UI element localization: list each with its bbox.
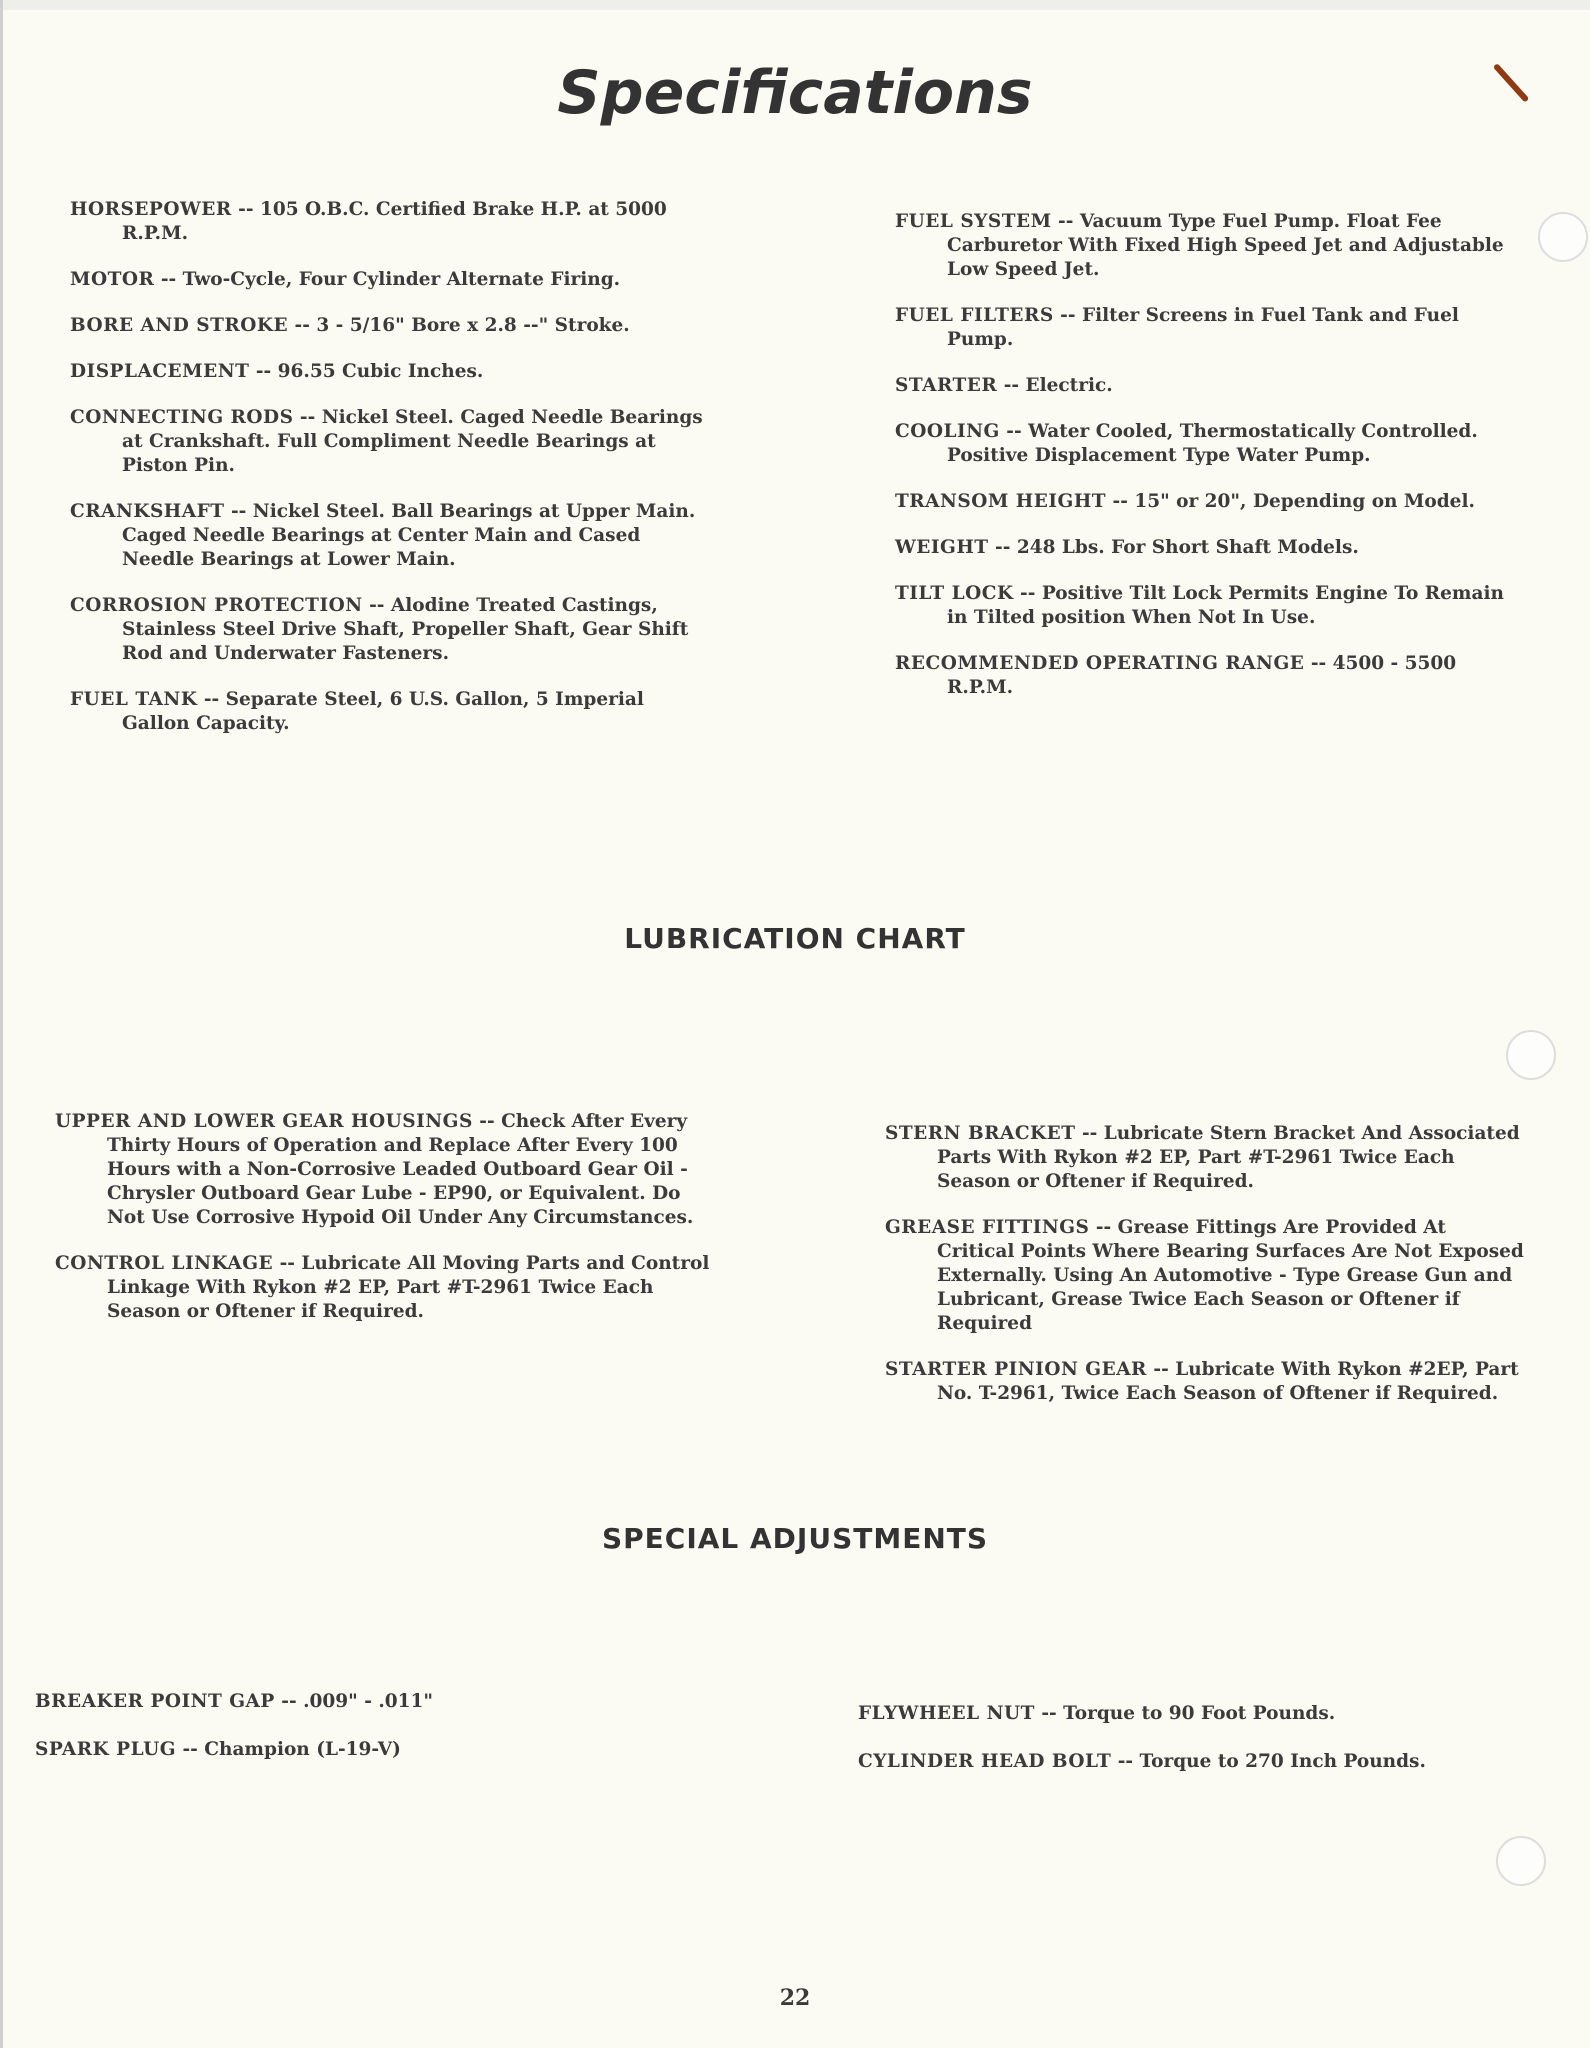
spec-label: DISPLACEMENT [70, 361, 250, 382]
lubrication-label: GREASE FITTINGS [885, 1217, 1090, 1238]
lubrication-item [885, 1358, 1525, 1406]
spec-label: FUEL FILTERS [895, 305, 1054, 326]
spec-label: CRANKSHAFT [70, 501, 225, 522]
lubrication-label: STARTER PINION GEAR [885, 1359, 1147, 1380]
spec-label: COOLING [895, 421, 1000, 442]
spec-label: HORSEPOWER [70, 199, 232, 220]
spec-text: -- Vacuum Type Fuel Pump. Float Fee Carburetor With Fixed High Speed Jet and Adjustable Low Speed Jet. [947, 211, 1504, 280]
spec-text: -- Filter Screens in Fuel Tank and Fuel Pump. [947, 305, 1459, 350]
lubrication-text: -- Lubricate All Moving Parts and Control Linkage With Rykon #2 EP, Part #T-2961 Twice Each Season or Oftener if Required. [107, 1253, 710, 1322]
spec-text: -- 3 - 5/16" Bore x 2.8 --" Stroke. [294, 315, 630, 336]
adjustment-text: -- Torque to 270 Inch Pounds. [1117, 1751, 1426, 1772]
spec-item [895, 210, 1525, 282]
spec-label: CORROSION PROTECTION [70, 595, 363, 616]
spec-label: STARTER [895, 375, 998, 396]
lubrication-text: -- Grease Fittings Are Provided At Critical Points Where Bearing Surfaces Are Not Exposed Externally. Using An Automotive - Type Grease Gun and Lubricant, Grease Twice Each Season or Oftener if Required [937, 1217, 1524, 1334]
spec-label: MOTOR [70, 269, 155, 290]
spec-text: -- 248 Lbs. For Short Shaft Models. [995, 537, 1359, 558]
spec-text: -- Nickel Steel. Caged Needle Bearings at Crankshaft. Full Compliment Needle Bearings at Piston Pin. [122, 407, 703, 476]
spec-label: WEIGHT [895, 537, 989, 558]
spec-text: -- Separate Steel, 6 U.S. Gallon, 5 Imperial Gallon Capacity. [122, 689, 644, 734]
spec-text: -- Two-Cycle, Four Cylinder Alternate Firing. [160, 269, 621, 290]
lubrication-left-column [55, 1110, 715, 1346]
lubrication-text: -- Lubricate Stern Bracket And Associated Parts With Rykon #2 EP, Part #T-2961 Twice Each Season or Oftener if Required. [937, 1123, 1520, 1192]
spec-text: -- 4500 - 5500 R.P.M. [947, 653, 1457, 698]
lubrication-label: STERN BRACKET [885, 1123, 1076, 1144]
punch-hole-top [1538, 212, 1588, 262]
adjustment-item [35, 1690, 715, 1714]
spec-label: RECOMMENDED OPERATING RANGE [895, 653, 1305, 674]
spec-item [70, 360, 710, 384]
specs-left-column [70, 198, 710, 758]
adjustment-label: BREAKER POINT GAP [35, 1691, 275, 1712]
spec-item [895, 304, 1525, 352]
spec-label: TRANSOM HEIGHT [895, 491, 1107, 512]
spec-text: -- 105 O.B.C. Certified Brake H.P. at 5000 R.P.M. [122, 199, 667, 244]
adjustment-label: SPARK PLUG [35, 1739, 177, 1760]
spec-item [895, 420, 1525, 468]
lubrication-right-column [885, 1122, 1525, 1428]
page-left-edge [0, 0, 3, 2048]
punch-hole-bottom [1496, 1836, 1546, 1886]
lubrication-label: UPPER AND LOWER GEAR HOUSINGS [55, 1111, 473, 1132]
spec-item [895, 652, 1525, 700]
adjustment-label: CYLINDER HEAD BOLT [858, 1751, 1112, 1772]
spec-item [895, 582, 1525, 630]
spec-text: -- Nickel Steel. Ball Bearings at Upper Main. Caged Needle Bearings at Center Main and Cased Needle Bearings at Lower Main. [122, 501, 696, 570]
lubrication-heading: LUBRICATION CHART [624, 922, 966, 955]
spec-label: BORE AND STROKE [70, 315, 289, 336]
spec-text: -- Electric. [1003, 375, 1113, 396]
adjustment-item [858, 1702, 1538, 1726]
adjustment-label: FLYWHEEL NUT [858, 1703, 1035, 1724]
page-top-edge [0, 0, 1590, 10]
page-title: Specifications [557, 58, 1033, 128]
spec-item [70, 500, 710, 572]
lubrication-item [885, 1216, 1525, 1336]
spec-label: FUEL TANK [70, 689, 198, 710]
adjustment-text: -- Torque to 90 Foot Pounds. [1041, 1703, 1336, 1724]
spec-label: FUEL SYSTEM [895, 211, 1052, 232]
lubrication-text: -- Lubricate With Rykon #2EP, Part No. T-2961, Twice Each Season of Oftener if Required. [937, 1359, 1519, 1404]
spec-item [895, 374, 1525, 398]
spec-label: TILT LOCK [895, 583, 1014, 604]
lubrication-item [885, 1122, 1525, 1194]
punch-hole-middle [1506, 1030, 1556, 1080]
lubrication-item [55, 1252, 715, 1324]
adjustment-item [858, 1750, 1538, 1774]
page-number: 22 [779, 1985, 811, 2011]
adjustments-heading: SPECIAL ADJUSTMENTS [601, 1522, 989, 1555]
spec-item [70, 406, 710, 478]
spec-text: -- Water Cooled, Thermostatically Controlled. Positive Displacement Type Water Pump. [947, 421, 1478, 466]
spec-text: -- Alodine Treated Castings, Stainless Steel Drive Shaft, Propeller Shaft, Gear Shift Rod and Underwater Fasteners. [122, 595, 689, 664]
adjustment-item [35, 1738, 715, 1762]
lubrication-text: -- Check After Every Thirty Hours of Operation and Replace After Every 100 Hours with a Non-Corrosive Leaded Outboard Gear Oil - Chrysler Outboard Gear Lube - EP90, or Equivalent. Do Not Use Corrosive Hypoid Oil Under Any Circumstances. [107, 1111, 694, 1228]
adjustment-text: -- .009" - .011" [281, 1691, 434, 1712]
adjustments-right-column [858, 1702, 1538, 1796]
spec-item [70, 594, 710, 666]
spec-label: CONNECTING RODS [70, 407, 294, 428]
spec-item [70, 268, 710, 292]
lubrication-label: CONTROL LINKAGE [55, 1253, 274, 1274]
spec-text: -- 15" or 20", Depending on Model. [1112, 491, 1475, 512]
spec-item [70, 198, 710, 246]
specs-right-column [895, 210, 1525, 722]
spec-item [895, 536, 1525, 560]
adjustments-left-column [35, 1690, 715, 1784]
spec-item [70, 314, 710, 338]
spec-item [70, 688, 710, 736]
spec-item [895, 490, 1525, 514]
spec-text: -- 96.55 Cubic Inches. [255, 361, 484, 382]
spec-text: -- Positive Tilt Lock Permits Engine To Remain in Tilted position When Not In Use. [947, 583, 1504, 628]
lubrication-item [55, 1110, 715, 1230]
adjustment-text: -- Champion (L-19-V) [182, 1739, 401, 1760]
